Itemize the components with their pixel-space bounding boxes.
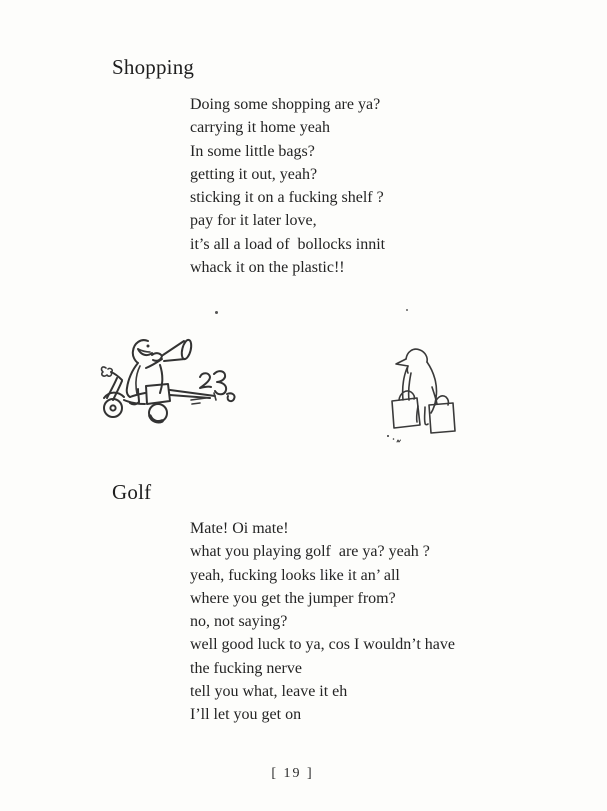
ink-speck <box>215 311 218 314</box>
page-number: [ 19 ] <box>271 766 314 781</box>
poem-line: sticking it on a fucking shelf ? <box>190 189 384 207</box>
poem-title-shopping: Shopping <box>112 55 195 79</box>
poem-line: well good luck to ya, cos I wouldn’t have <box>190 636 455 654</box>
poem-shopping <box>190 93 385 279</box>
penguin-shopping-bags-illustration <box>385 302 470 444</box>
bird-on-scooter-illustration <box>88 327 240 433</box>
megaphone <box>163 339 193 361</box>
poem-line: what you playing golf are ya? yeah ? <box>190 543 430 561</box>
exhaust-puffs <box>200 371 235 401</box>
bird-eye <box>147 345 150 348</box>
poem-line: no, not saying? <box>190 613 288 631</box>
poem-line: Doing some shopping are ya? <box>190 96 381 113</box>
ink-marks <box>387 435 401 442</box>
poem-line: yeah, fucking looks like it an’ all <box>190 566 400 584</box>
shopping-bag-left <box>392 391 420 428</box>
poem-title-golf: Golf <box>112 480 152 504</box>
poem-line: carrying it home yeah <box>190 119 330 137</box>
poem-golf <box>190 517 455 727</box>
poem-line: I’ll let you get on <box>190 706 302 724</box>
poem-line: where you get the jumper from? <box>190 589 396 607</box>
poem-line: it’s all a load of bollocks innit <box>190 235 386 253</box>
poem-line: In some little bags? <box>190 142 315 160</box>
poem-line: Mate! Oi mate! <box>190 520 289 537</box>
poem-line: tell you what, leave it eh <box>190 683 348 701</box>
poem-line: pay for it later love, <box>190 212 317 230</box>
poem-line: getting it out, yeah? <box>190 165 318 183</box>
poem-line: the fucking nerve <box>190 659 302 677</box>
poem-line: whack it on the plastic!! <box>190 259 345 277</box>
ink-speck <box>406 309 408 311</box>
